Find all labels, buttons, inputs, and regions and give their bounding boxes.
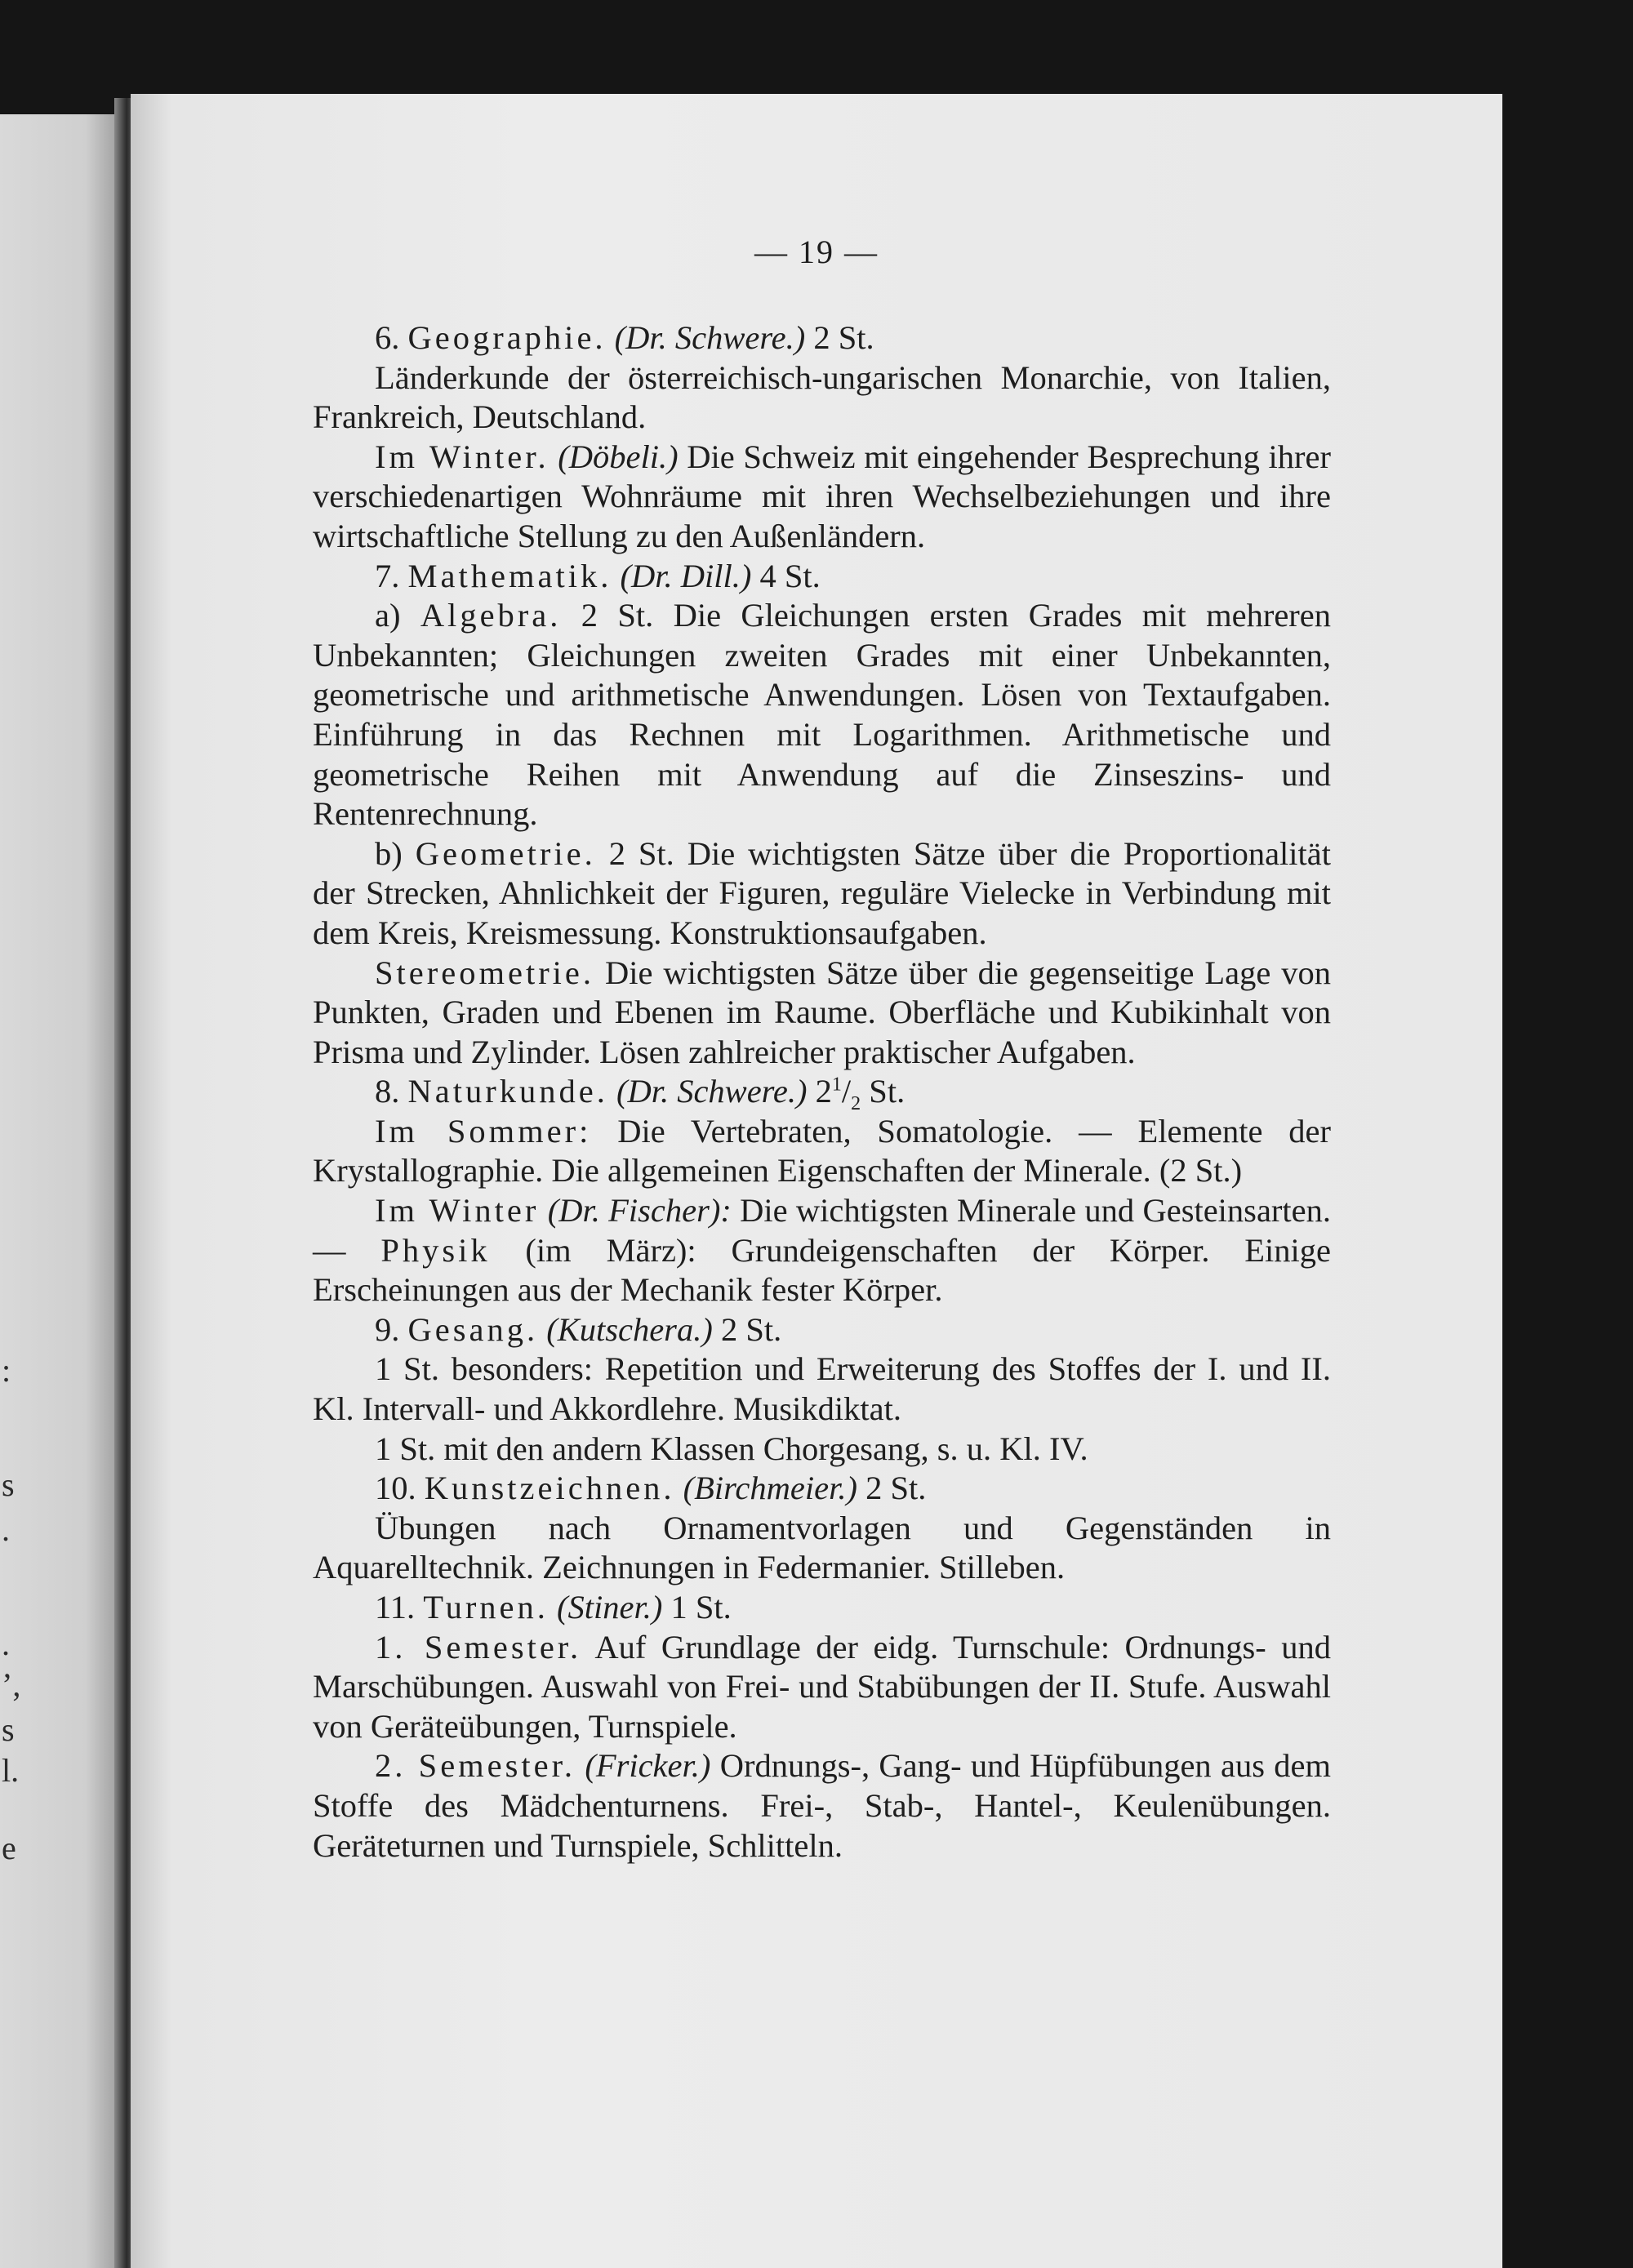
section-heading-kunstzeichnen: 10. Kunstzeichnen. (Birchmeier.) 2 St. — [375, 1470, 927, 1507]
left-page-edge — [0, 114, 122, 2268]
section-heading-turnen: 11. Turnen. (Stiner.) 1 St. — [375, 1589, 732, 1625]
body-text — [313, 318, 1331, 1866]
paragraph: Im Winter (Dr. Fischer): Die wichtigsten Minerale und Gesteinsarten. — Physik (im März): Grundeigenschaften der Körper. Einige Erscheinungen aus der Mechanik fester Körper. — [313, 1192, 1332, 1309]
paragraph: b) Geometrie. 2 St. Die wichtigsten Sätze über die Proportionalität der Strecken, Ahnlichkeit der Figuren, reguläre Vielecke in Verbindung mit dem Kreis, Kreismessung. Konstruktionsaufgaben. — [313, 834, 1332, 951]
paragraph: 1. Semester. Auf Grundlage der eidg. Turnschule: Ordnungs- und Marschübungen. Auswahl von Frei- und Stabübungen der II. Stufe. Auswahl von Geräteübungen, Turnspiele. — [313, 1628, 1331, 1745]
margin-fragment: . — [2, 1511, 10, 1548]
section-heading-naturkunde: 8. Naturkunde. (Dr. Schwere.) $2^1/_2$ St. — [375, 1073, 905, 1115]
section-heading-gesang: 9. Gesang. (Kutschera.) 2 St. — [375, 1310, 782, 1348]
margin-fragment: e — [2, 1830, 16, 1866]
margin-fragment: s — [2, 1466, 15, 1503]
section-heading-geographie: 6. Geographie. (Dr. Schwere.) 2 St. — [375, 319, 874, 356]
margin-fragment: . — [2, 1625, 10, 1662]
section-heading-mathematik: 7. Mathematik. (Dr. Dill.) 4 St. — [375, 557, 821, 594]
paragraph: 1 St. mit den andern Klassen Chorgesang, s. u. Kl. IV. — [375, 1430, 1088, 1467]
margin-fragment: ’, — [2, 1666, 21, 1703]
paragraph: 1 St. besonders: Repetition und Erweiterung des Stoffes der I. und II. Kl. Intervall- und Akkordlehre. Musikdiktat. — [313, 1350, 1331, 1428]
paragraph: Stereometrie. Die wichtigsten Sätze über die gegenseitige Lage von Punkten, Graden und Ebenen im Raume. Oberfläche und Kubikinhalt von Prisma und Zylinder. Lösen zahlreicher praktischer Aufgaben. — [313, 954, 1331, 1070]
paragraph: Im Sommer: Die Vertebraten, Somatologie. — Elemente der Krystallographie. Die allgemeinen Eigenschaften der Minerale. (2 St.) — [313, 1112, 1331, 1190]
paragraph: Übungen nach Ornamentvorlagen und Gegenständen in Aquarelltechnik. Zeichnungen in Federmanier. Stilleben. — [313, 1509, 1331, 1586]
paragraph: Im Winter. (Döbeli.) Die Schweiz mit eingehender Besprechung ihrer verschiedenartigen Wohnräume mit ihren Wechselbeziehungen und ihre wirtschaftliche Stellung zu den Außenländern. — [313, 438, 1331, 554]
margin-fragment: l. — [2, 1752, 20, 1789]
paragraph: 2. Semester. (Fricker.) Ordnungs-, Gang- und Hüpfübungen aus dem Stoffe des Mädchenturnens. Frei-, Stab-, Hantel-, Keulenübungen. Geräteturnen und Turnspiele, Schlitteln. — [313, 1747, 1331, 1864]
paragraph: a) Algebra. 2 St. Die Gleichungen ersten Grades mit mehreren Unbekannten; Gleichungen zweiten Grades mit einer Unbekannten, geometrische und arithmetische Anwendungen. Lösen von Textaufgaben. Einführung in das Rechnen mit Logarithmen. Arithmetische und geometrische Reihen mit Anwendung auf die Zinseszins- und Rentenrechnung. — [313, 597, 1332, 833]
page-number: — 19 — — [754, 233, 879, 270]
paragraph: Länderkunde der österreichisch-ungarischen Monarchie, von Italien, Frankreich, Deutschland. — [313, 358, 1331, 436]
margin-fragment: s — [2, 1711, 15, 1748]
margin-fragment: : — [2, 1352, 11, 1389]
